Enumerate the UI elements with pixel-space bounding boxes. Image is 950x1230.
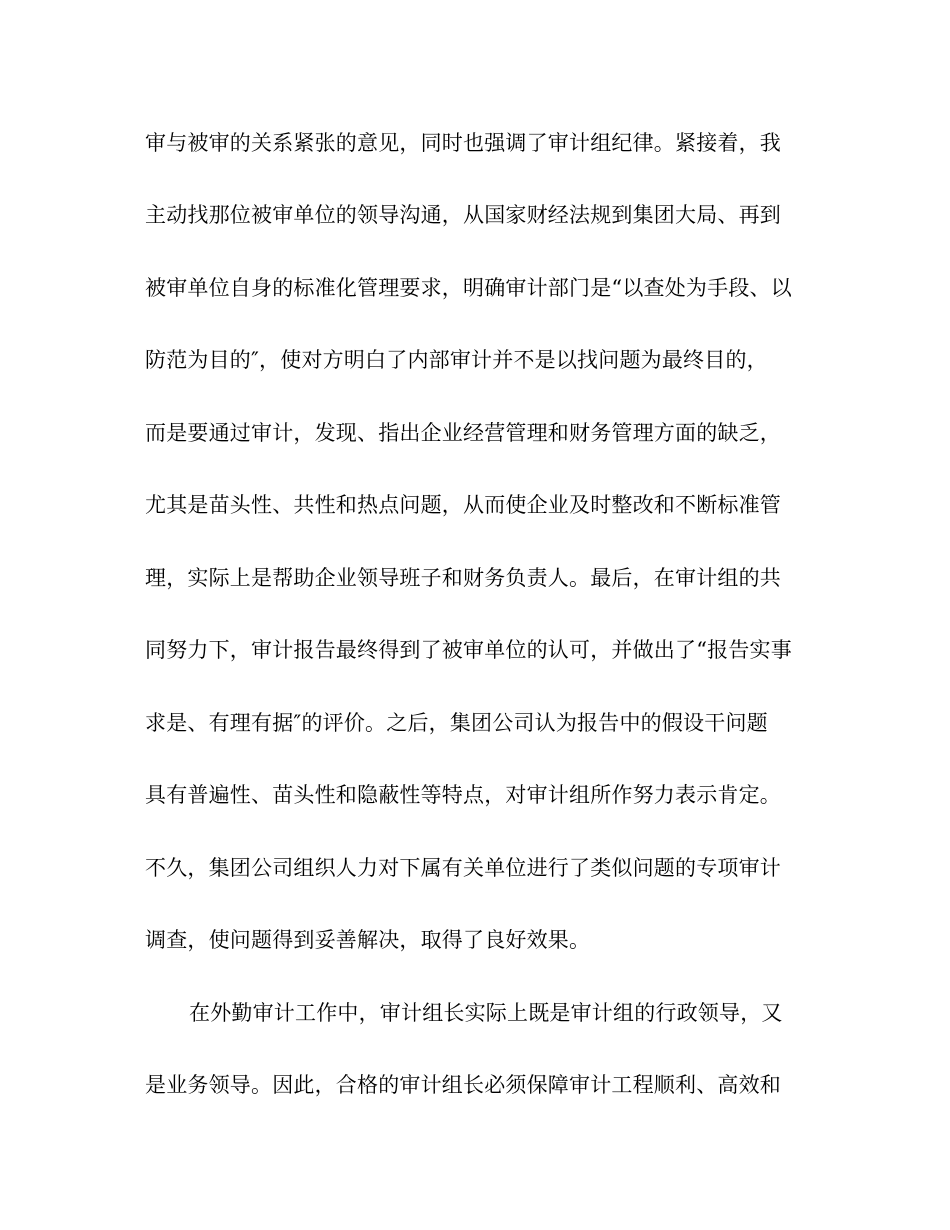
paragraph-line-11: 不久，集团公司组织人力对下属有关单位进行了类似问题的专项审计 [145,856,781,880]
paragraph-line-2: 主动找那位被审单位的领导沟通，从国家财经法规到集团大局、再到 [145,203,781,227]
paragraph-line-4: 防范为目的″，使对方明白了内部审计并不是以找问题为最终目的， [145,348,768,372]
paragraph-line-1: 审与被审的关系紧张的意见，同时也强调了审计组纪律。紧接着，我 [145,131,781,155]
paragraph-line-5: 而是要通过审计，发现、指出企业经营管理和财务管理方面的缺乏， [145,421,781,445]
paragraph-line-6: 尤其是苗头性、共性和热点问题，从而使企业及时整改和不断标准管 [145,493,781,517]
paragraph-line-3: 被审单位自身的标准化管理要求，明确审计部门是“以查处为手段、以 [145,276,792,300]
paragraph-line-13: 在外勤审计工作中，审计组长实际上既是审计组的行政领导，又 [189,1001,783,1025]
paragraph-line-14: 是业务领导。因此，合格的审计组长必须保障审计工程顺利、高效和 [145,1073,781,1097]
paragraph-line-7: 理，实际上是帮助企业领导班子和财务负责人。最后，在审计组的共 [145,566,781,590]
paragraph-line-8: 同努力下，审计报告最终得到了被审单位的认可，并做出了“报告实事 [145,638,792,662]
paragraph-line-12: 调查，使问题得到妥善解决，取得了良好效果。 [145,928,591,952]
paragraph-line-10: 具有普遍性、苗头性和隐蔽性等特点，对审计组所作努力表示肯定。 [145,783,781,807]
paragraph-line-9: 求是、有理有据″的评价。之后，集团公司认为报告中的假设干问题 [145,711,768,735]
